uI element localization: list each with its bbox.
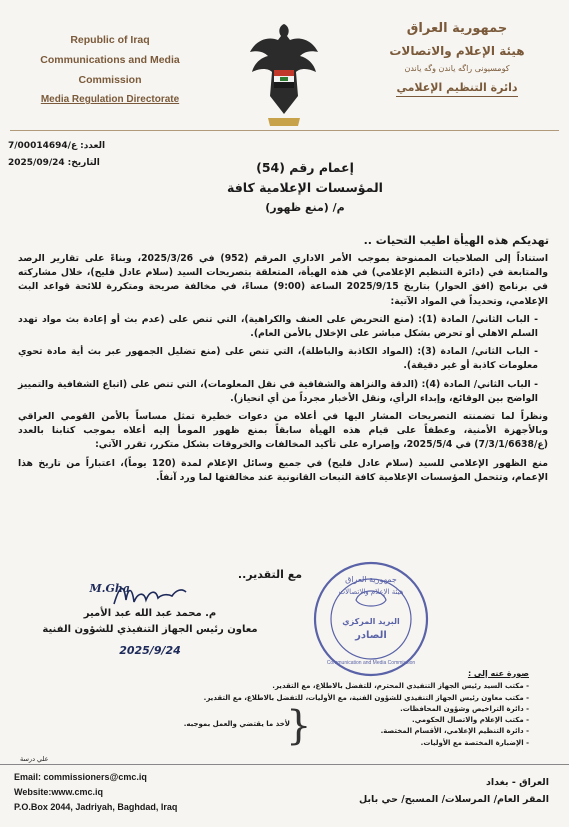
copies-block xyxy=(199,668,529,749)
closing: مع التقدير.. xyxy=(237,568,303,581)
greeting: تهديكم هذه الهيأة اطيب التحيات .. xyxy=(363,234,549,247)
copies-item: - مكتب الإعلام والاتصال الحكومي. xyxy=(199,715,529,726)
ref-number-value: ع/7/00014694 xyxy=(8,141,78,151)
stamp-line4: الصادر xyxy=(355,630,387,641)
letter-body xyxy=(18,252,548,485)
footer-pobox: P.O.Box 2044, Jadriyah, Baghdad, Iraq xyxy=(14,802,178,812)
body-paragraph-3: منع الظهور الإعلامي للسيد (سلام عادل فليح) في جميع وسائل الإعلام لمدة (120 يوماً)، اعتباراً من تاريخ هذا الإعمام، وتتحمل المؤسسات الإعلامية كافة التبعات القانونية عند مخالفتها لما ورد آنفاً. xyxy=(18,457,548,483)
ref-number-label: العدد: xyxy=(80,141,106,151)
signature-scribble-text: M.Gha xyxy=(89,582,130,595)
copies-heading: صورة عنه إلى : xyxy=(467,669,529,678)
signatory-name: م. محمد عبد الله عبد الأمير xyxy=(83,608,217,619)
copies-note: لأخذ ما يقتضي والعمل بموجبه. xyxy=(183,720,290,728)
copies-list xyxy=(199,681,529,749)
signature-date: 2025/9/24 xyxy=(119,644,181,657)
header-ar-line2: هيئة الإعلام والاتصالات xyxy=(389,44,525,58)
body-paragraph-1: استناداً إلى الصلاحيات الممنوحة بموجب الأمر الاداري المرقم (952) في 2025/3/26، وبناءً على تقارير الرصد والمتابعة في (دائرة التنظيم الإعلامي) في هذه الهيأة، المتعلقة بتصريحات السيد (سلام عادل فليح)، خلال مشاركته في برنامج (افق الحوار) بتاريخ 2025/9/15 الساعة (9:00) مساءً، في مخالفة صريحة ومتكررة للائحة قواعد البث الإعلامي، وتحديداً في المواد الآتية: xyxy=(18,253,549,307)
body-item-3-text: الباب الثاني/ المادة (4): (الدقة والنزاهة والشفافية في نقل المعلومات)، التي تنص على (اتباع الشفافية والتمييز الواضح بين الوقائع، وإبداء الرأي، ونقل الأخبار مجرداً من أي انحياز). xyxy=(18,378,538,404)
body-paragraph-2: ونظراً لما تضمنته التصريحات المشار اليها في أعلاه من دعوات خطيرة تمثل مساساً بالأمن القومي العراقي وبالأجهزة الأمنية، وعطفاً على قيام هذه الهيأة سابقاً بمنع ظهور المومأ إليه أعلاه بموجب كتابنا بالعدد (ع/7/3/1/6638) في 2025/5/4، وإصراره على تأكيد المخالفات والخروقات بشكل متكرر، تقرر الآتي: xyxy=(18,411,548,451)
footer-email: Email: commissioners@cmc.iq xyxy=(14,772,147,782)
header-en-line2: Communications and Media xyxy=(40,54,180,66)
footer-address xyxy=(359,774,549,808)
header-en-line3: Commission xyxy=(78,74,142,86)
brace-icon: } xyxy=(286,703,312,749)
footer-ar-line2: المقر العام/ المرسلات/ المسبح/ حي بابل xyxy=(358,794,549,805)
body-item-1: - الباب الثاني/ المادة (1): (منع التحريض على العنف والكراهية)، التي تنص على (عدم بث أو إعادة بث مواد تهدد السلم الاهلي أو تحرض بشكل مباشر على الإخلال بالأمن العام). xyxy=(18,313,538,340)
copies-item: - دائرة التنظيم الإعلامي، الأقسام المختصة. xyxy=(199,726,529,737)
stamp-english: Communication and Media Commission xyxy=(326,660,416,666)
header-ar-line4: دائرة التنظيم الإعلامي xyxy=(396,80,517,97)
official-stamp-icon xyxy=(312,560,430,678)
footer-divider xyxy=(0,764,569,765)
stamp-line3: البريد المركزي xyxy=(342,617,400,626)
title-block xyxy=(170,158,440,218)
header-en-line4: Media Regulation Directorate xyxy=(40,94,180,105)
header-arabic xyxy=(357,18,557,97)
footer-contact xyxy=(14,770,177,815)
small-initials: علي درسة xyxy=(20,755,49,763)
iraq-eagle-emblem-icon xyxy=(248,18,320,138)
footer-ar-line1: العراق - بغداد xyxy=(486,777,549,788)
header-divider xyxy=(10,130,559,131)
stamp-line2: هيئة الإعلام والاتصالات xyxy=(338,588,404,596)
handwritten-signature-icon xyxy=(89,578,190,612)
body-item-1-text: الباب الثاني/ المادة (1): (منع التحريض على العنف والكراهية)، التي تنص على (عدم بث أو إعادة بث مواد تهدد السلم الاهلي أو تحرض بشكل مباشر على الإخلال بالأمن العام). xyxy=(18,313,538,340)
signature-block xyxy=(40,582,260,660)
copies-item: - الإضبارة المختصة مع الأوليات. xyxy=(199,738,529,749)
stamp-line1: جمهورية العراق xyxy=(345,575,397,584)
ref-date-label: التاريخ: xyxy=(67,158,100,168)
body-item-2: - الباب الثاني/ المادة (3): (المواد الكاذبة والباطلة)، التي تنص على (منع تضليل الجمهور عبر بث أية مادة تحوي معلومات كاذبة أو غير دقيقة). xyxy=(18,346,538,372)
signatory-title: معاون رئيس الجهاز التنفيذي للشؤون الفنية xyxy=(42,624,258,635)
copies-item: - دائرة التراخيص وشؤون المحافظات. xyxy=(199,704,529,715)
addressee: المؤسسات الإعلامية كافة xyxy=(227,180,383,195)
header-ar-line3: كومسيونى راگه ياندن وگه ياندن xyxy=(404,64,510,73)
footer-website: Website:www.cmc.iq xyxy=(14,787,104,797)
subject: م/ (منع ظهور) xyxy=(265,201,345,214)
copies-item: - مكتب معاون رئيس الجهاز التنفيذي للشؤون الفنية، مع الأوليات، للتفضل بالاطلاع، مع التقدير. xyxy=(199,693,529,704)
header-en-line1: Republic of Iraq xyxy=(70,34,150,46)
circular-number: إعمام رقم (54) xyxy=(256,160,354,175)
reference-block xyxy=(8,138,148,172)
body-item-2-text: الباب الثاني/ المادة (3): (المواد الكاذبة والباطلة)، التي تنص على (منع تضليل الجمهور عبر بث أية مادة تحوي معلومات كاذبة أو غير دقيقة). xyxy=(18,346,538,372)
header-ar-line1: جمهورية العراق xyxy=(406,21,508,36)
copies-item: - مكتب السيد رئيس الجهاز التنفيذي المحترم، للتفضل بالاطلاع، مع التقدير. xyxy=(199,681,529,692)
header-english xyxy=(10,30,210,110)
ref-date-value: 2025/09/24 xyxy=(8,158,65,168)
body-item-3: - الباب الثاني/ المادة (4): (الدقة والنزاهة والشفافية في نقل المعلومات)، التي تنص على (اتباع الشفافية والتمييز الواضح بين الوقائع، وإبداء الرأي، ونقل الأخبار مجرداً من أي انحياز). xyxy=(18,378,538,404)
